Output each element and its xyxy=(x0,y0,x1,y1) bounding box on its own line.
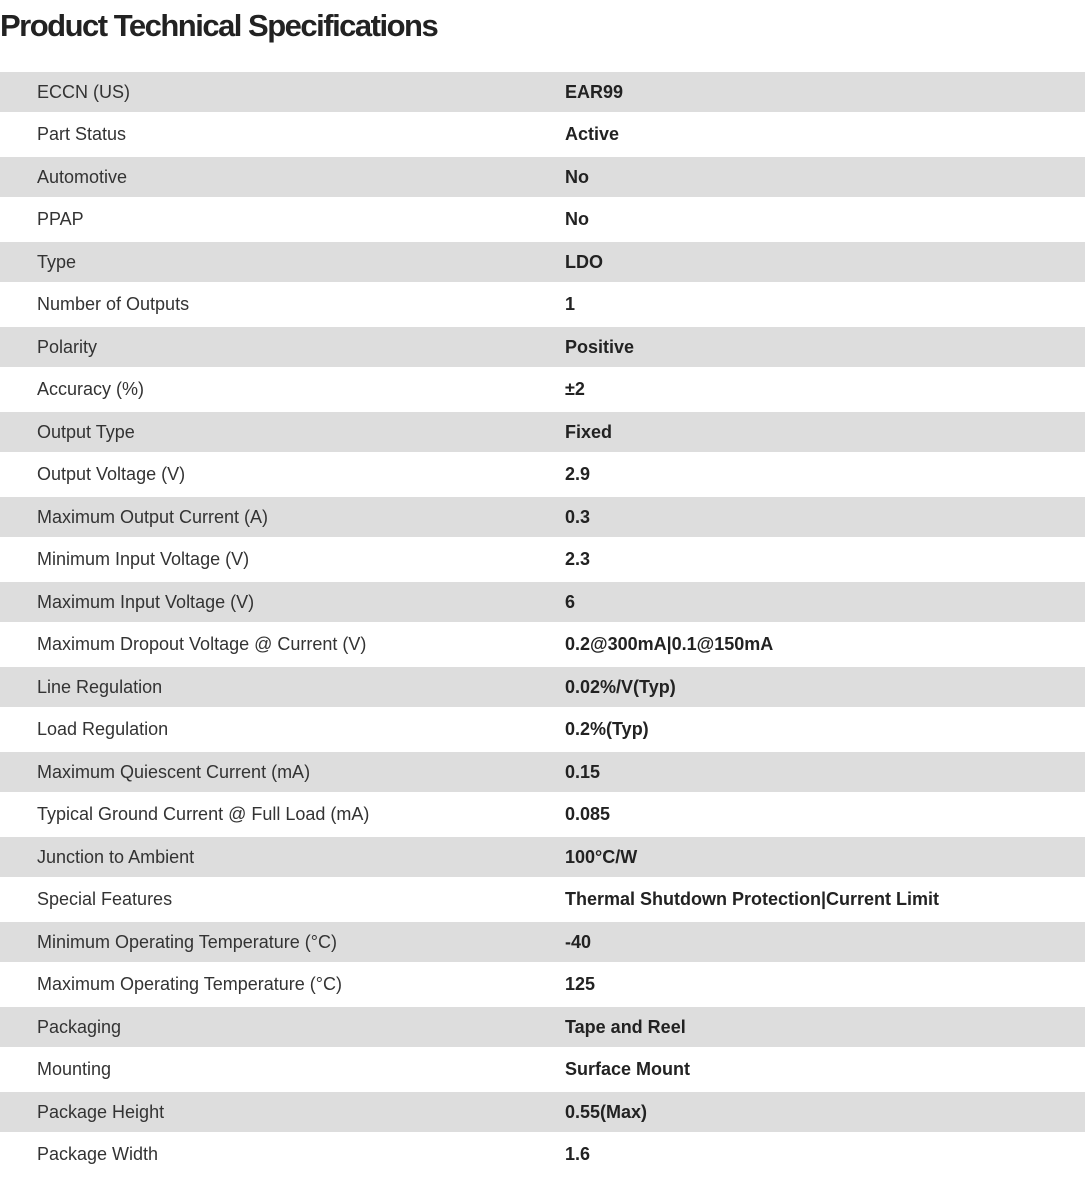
spec-value: 2.9 xyxy=(565,464,591,484)
spec-label: Line Regulation xyxy=(37,676,163,697)
spec-label: Maximum Quiescent Current (mA) xyxy=(37,761,311,782)
spec-label: Typical Ground Current @ Full Load (mA) xyxy=(37,804,370,824)
spec-value: Tape and Reel xyxy=(565,1016,686,1037)
spec-value: Surface Mount xyxy=(565,1059,691,1079)
spec-row xyxy=(0,667,1085,707)
spec-label: Junction to Ambient xyxy=(37,846,195,867)
spec-row xyxy=(0,922,1085,962)
spec-label: PPAP xyxy=(37,209,84,229)
spec-label: Packaging xyxy=(37,1016,122,1037)
spec-row xyxy=(0,1047,1085,1092)
spec-value: No xyxy=(565,209,589,229)
spec-value: 1 xyxy=(565,294,576,314)
spec-row xyxy=(0,497,1085,537)
spec-value: 2.3 xyxy=(565,549,591,569)
spec-label: Minimum Operating Temperature (°C) xyxy=(37,931,337,952)
spec-row xyxy=(0,197,1085,242)
spec-label: Number of Outputs xyxy=(37,294,190,314)
spec-table xyxy=(0,72,1085,1177)
spec-value: 0.15 xyxy=(565,761,601,782)
spec-value: 100°C/W xyxy=(565,846,638,867)
spec-value: 6 xyxy=(565,591,576,612)
spec-row xyxy=(0,1132,1085,1177)
spec-label: Special Features xyxy=(37,889,173,909)
spec-value: EAR99 xyxy=(565,81,624,102)
spec-value: Fixed xyxy=(565,421,613,442)
page-title: Product Technical Specifications xyxy=(0,8,438,43)
spec-label: Maximum Input Voltage (V) xyxy=(37,591,255,612)
spec-row xyxy=(0,877,1085,922)
spec-value: 0.3 xyxy=(565,506,591,527)
spec-label: Type xyxy=(37,251,77,272)
spec-value: -40 xyxy=(565,931,592,952)
spec-label: Output Type xyxy=(37,421,135,442)
spec-row xyxy=(0,537,1085,582)
spec-row xyxy=(0,582,1085,622)
spec-value: 0.2%(Typ) xyxy=(565,719,649,739)
spec-value: 0.55(Max) xyxy=(565,1101,648,1122)
spec-label: Output Voltage (V) xyxy=(37,464,186,484)
spec-label: Accuracy (%) xyxy=(37,379,145,399)
spec-label: Mounting xyxy=(37,1059,112,1079)
spec-row xyxy=(0,282,1085,327)
spec-row xyxy=(0,72,1085,112)
spec-label: Package Width xyxy=(37,1144,159,1164)
spec-label: Automotive xyxy=(37,166,128,187)
spec-value: 125 xyxy=(565,974,596,994)
spec-value: 1.6 xyxy=(565,1144,591,1164)
spec-value: No xyxy=(565,166,589,187)
spec-row xyxy=(0,1007,1085,1047)
spec-label: Package Height xyxy=(37,1101,165,1122)
spec-row xyxy=(0,367,1085,412)
spec-row xyxy=(0,112,1085,157)
spec-row xyxy=(0,242,1085,282)
spec-label: Minimum Input Voltage (V) xyxy=(37,549,250,569)
spec-label: Polarity xyxy=(37,336,98,357)
spec-value: LDO xyxy=(565,251,603,272)
spec-row xyxy=(0,752,1085,792)
spec-value: Positive xyxy=(565,336,635,357)
spec-row xyxy=(0,412,1085,452)
spec-value: Thermal Shutdown Protection|Current Limit xyxy=(565,889,940,909)
spec-row xyxy=(0,157,1085,197)
spec-value: ±2 xyxy=(565,379,585,399)
spec-row xyxy=(0,837,1085,877)
spec-row xyxy=(0,707,1085,752)
spec-row xyxy=(0,1092,1085,1132)
spec-label: Maximum Operating Temperature (°C) xyxy=(37,974,342,994)
spec-value: Active xyxy=(565,124,620,144)
spec-label: Maximum Dropout Voltage @ Current (V) xyxy=(37,634,367,654)
spec-row xyxy=(0,452,1085,497)
spec-value: 0.085 xyxy=(565,804,611,824)
spec-label: ECCN (US) xyxy=(37,81,130,102)
spec-label: Maximum Output Current (A) xyxy=(37,506,269,527)
spec-label: Load Regulation xyxy=(37,719,169,739)
spec-row xyxy=(0,962,1085,1007)
spec-value: 0.2@300mA|0.1@150mA xyxy=(565,634,774,654)
spec-row xyxy=(0,327,1085,367)
spec-value: 0.02%/V(Typ) xyxy=(565,676,676,697)
spec-row xyxy=(0,622,1085,667)
spec-row xyxy=(0,792,1085,837)
spec-label: Part Status xyxy=(37,124,127,144)
